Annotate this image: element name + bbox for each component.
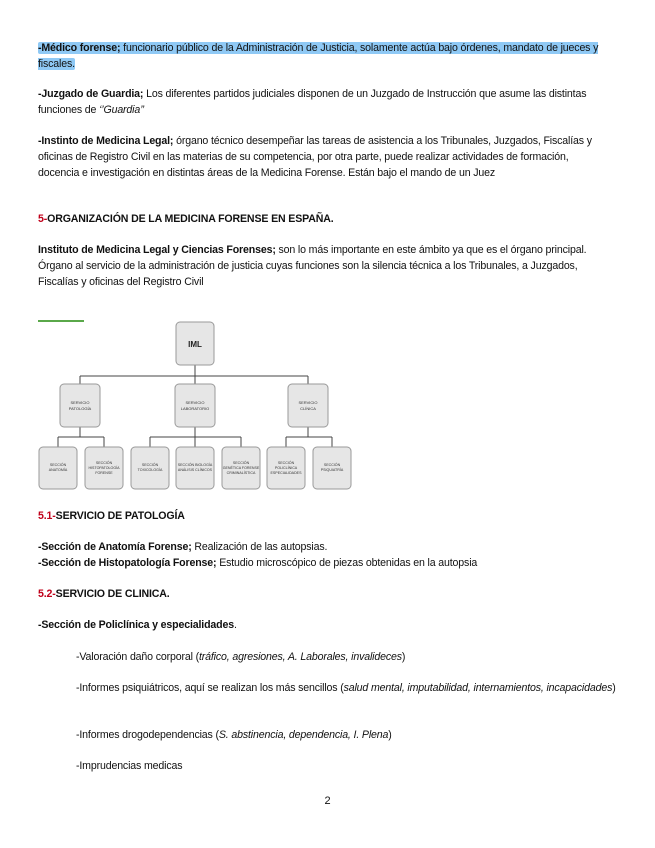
svg-text:SECCIÓN: SECCIÓN (277, 461, 295, 465)
svg-text:TOXICOLOGÍA: TOXICOLOGÍA (137, 468, 163, 472)
svg-text:PSIQUIATRÍA: PSIQUIATRÍA (320, 468, 344, 472)
svg-text:ANÁLISIS CLÍNICOS: ANÁLISIS CLÍNICOS (177, 468, 213, 472)
svg-text:LABORATORIO: LABORATORIO (180, 406, 210, 411)
svg-text:CRIMINALÍSTICA: CRIMINALÍSTICA (226, 471, 256, 475)
org-node-section-psiquiatria (313, 447, 351, 489)
svg-text:FORENSE: FORENSE (95, 471, 113, 475)
paragraph-policlinica: -Sección de Policlínica y especialidades. (38, 619, 237, 631)
svg-text:SECCIÓN: SECCIÓN (49, 463, 67, 467)
svg-text:GENÉTICA FORENSE: GENÉTICA FORENSE (222, 466, 260, 470)
svg-text:SECCIÓN: SECCIÓN (141, 463, 159, 467)
svg-text:SERVICIO: SERVICIO (70, 400, 90, 405)
svg-text:PATOLOGÍA: PATOLOGÍA (68, 406, 92, 411)
svg-text:SECCIÓN: SECCIÓN (232, 461, 250, 465)
org-chart (36, 316, 356, 496)
svg-text:SERVICIO: SERVICIO (185, 400, 205, 405)
paragraph-histopatologia-forense: -Sección de Histopatología Forense; Estudio microscópico de piezas obtenidas en la autopsia (38, 557, 478, 569)
svg-text:POLICLÍNICA: POLICLÍNICA (274, 466, 298, 470)
heading-section-5-2: 5.2-SERVICIO DE CLINICA. (38, 588, 170, 600)
svg-text:ESPECIALIDADES: ESPECIALIDADES (270, 471, 302, 475)
page-number: 2 (324, 795, 331, 807)
svg-text:HISTOPATOLOGÍA: HISTOPATOLOGÍA (88, 466, 120, 470)
paragraph-instituto-medicina-legal: -Instinto de Medicina Legal; órgano técnico desempeñar las tareas de asistencia a los Tribunales, Juzgados, Fiscalías y oficinas de Registro Civil en las materias de su competencia, por otra parte, puede realizar actividades de formación, docencia e investigación en distintas áreas de la Medicina Forense. Están bajo el mando de un Juez (38, 135, 592, 179)
svg-text:CLÍNICA: CLÍNICA (300, 406, 316, 411)
svg-text:SECCIÓN: SECCIÓN (323, 463, 341, 467)
org-node-section-histopatologia (85, 447, 123, 489)
bullet-imprudencias-medicas: -Imprudencias medicas (76, 760, 183, 772)
svg-text:SERVICIO: SERVICIO (298, 400, 318, 405)
selected-text[interactable]: -Médico forense; funcionario público de la Administración de Justicia, solamente actúa bajo órdenes, mandato de jueces y fiscales. (38, 42, 599, 70)
paragraph-juzgado-guardia: -Juzgado de Guardia; Los diferentes partidos judiciales disponen de un Juzgado de Instrucción que asume las distintas funciones de ‘’Guardia’’ (38, 88, 587, 116)
paragraph-anatomia-forense: -Sección de Anatomía Forense; Realización de las autopsias. (38, 541, 328, 553)
org-node-section-policlinica (267, 447, 305, 489)
paragraph-iml-ciencias-forenses: Instituto de Medicina Legal y Ciencias Forenses; son lo más importante en este ámbito ya que es el órgano principal. Órgano al servicio de la administración de justicia cuyas funciones son la silencia técnica a los Tribunales, a Juzgados, Fiscalías y oficinas del Registro Civil (38, 244, 587, 288)
org-node-section-genetica (222, 447, 260, 489)
bullet-informes-drogodependencias: -Informes drogodependencias (S. abstinencia, dependencia, I. Plena) (76, 729, 392, 741)
bullet-informes-psiquiatricos: -Informes psiquiátricos, aquí se realizan los más sencillos (salud mental, imputabilidad, internamientos, incapacidades) (76, 682, 616, 694)
heading-section-5-1: 5.1-SERVICIO DE PATOLOGÍA (38, 510, 185, 522)
org-node-section-anatomia (39, 447, 77, 489)
bullet-valoracion-dano: -Valoración daño corporal (tráfico, agresiones, A. Laborales, invalideces) (76, 651, 406, 663)
org-node-root-label: IML (188, 340, 202, 349)
paragraph-medico-forense (38, 40, 610, 72)
org-node-section-biologia (176, 447, 214, 489)
svg-text:SECCIÓN BIOLOGÍA: SECCIÓN BIOLOGÍA (177, 463, 213, 467)
svg-text:ANATOMÍA: ANATOMÍA (48, 468, 68, 472)
svg-text:SECCIÓN: SECCIÓN (95, 461, 113, 465)
heading-section-5: 5-ORGANIZACIÓN DE LA MEDICINA FORENSE EN ESPAÑA. (38, 213, 334, 225)
org-node-section-toxicologia (131, 447, 169, 489)
